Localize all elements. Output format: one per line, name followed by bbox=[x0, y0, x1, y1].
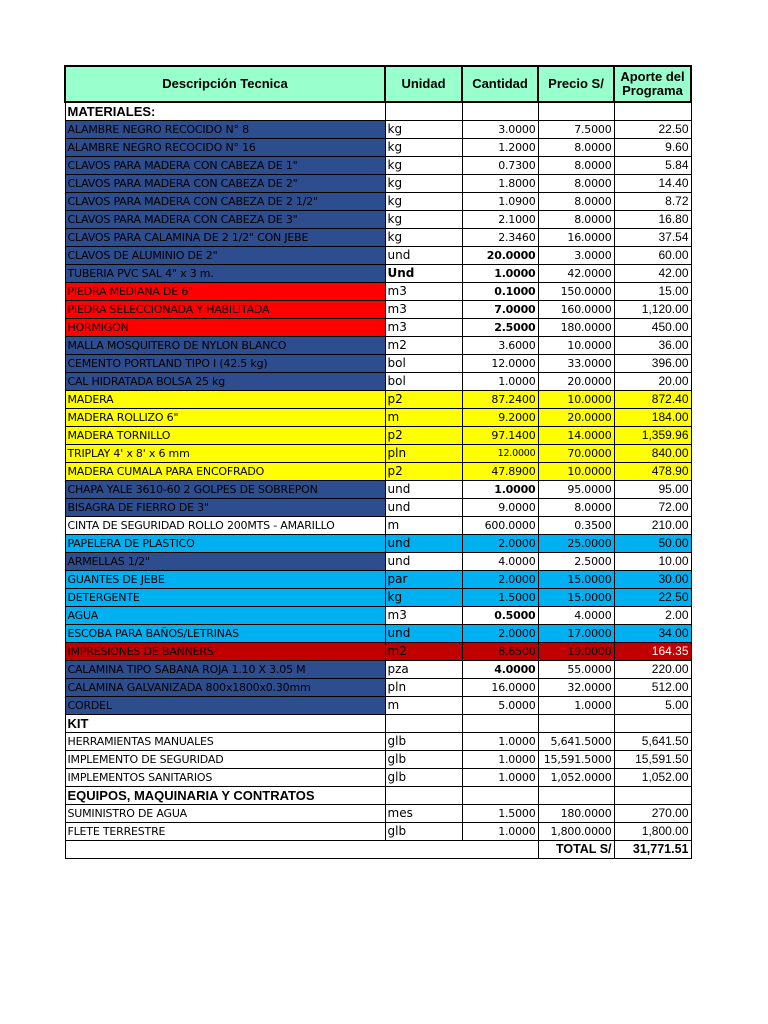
item-quantity: 600.0000 bbox=[462, 517, 538, 535]
item-unit: m3 bbox=[385, 283, 462, 301]
table-row bbox=[65, 319, 691, 337]
item-description: IMPLEMENTOS SANITARIOS bbox=[65, 769, 385, 787]
item-price: 8.0000 bbox=[538, 175, 614, 193]
item-quantity: 1.5000 bbox=[462, 805, 538, 823]
empty-cell bbox=[538, 787, 614, 805]
table-row bbox=[65, 769, 691, 787]
table-row bbox=[65, 499, 691, 517]
item-description: CEMENTO PORTLAND TIPO I (42.5 kg) bbox=[65, 355, 385, 373]
item-description: MADERA ROLLIZO 6" bbox=[65, 409, 385, 427]
empty-cell bbox=[385, 787, 462, 805]
section-row bbox=[65, 715, 691, 733]
section-title: EQUIPOS, MAQUINARIA Y CONTRATOS bbox=[65, 787, 385, 805]
item-price: 180.0000 bbox=[538, 805, 614, 823]
item-quantity: 0.5000 bbox=[462, 607, 538, 625]
item-price: 10.0000 bbox=[538, 391, 614, 409]
item-quantity: 1.2000 bbox=[462, 139, 538, 157]
item-price: 20.0000 bbox=[538, 373, 614, 391]
item-aporte: 840.00 bbox=[614, 445, 691, 463]
item-price: 8.0000 bbox=[538, 499, 614, 517]
item-description: TRIPLAY 4' x 8' x 6 mm bbox=[65, 445, 385, 463]
empty-cell bbox=[614, 715, 691, 733]
item-price: 15,591.5000 bbox=[538, 751, 614, 769]
item-aporte: 50.00 bbox=[614, 535, 691, 553]
item-aporte: 14.40 bbox=[614, 175, 691, 193]
item-description: CORDEL bbox=[65, 697, 385, 715]
item-aporte: 220.00 bbox=[614, 661, 691, 679]
item-price: 1,052.0000 bbox=[538, 769, 614, 787]
table-row bbox=[65, 751, 691, 769]
item-price: 1,800.0000 bbox=[538, 823, 614, 841]
section-title: KIT bbox=[65, 715, 385, 733]
item-price: 10.0000 bbox=[538, 337, 614, 355]
item-price: 32.0000 bbox=[538, 679, 614, 697]
total-row bbox=[65, 841, 691, 859]
item-unit: m bbox=[385, 517, 462, 535]
item-aporte: 20.00 bbox=[614, 373, 691, 391]
item-quantity: 1.0000 bbox=[462, 373, 538, 391]
empty-cell bbox=[538, 715, 614, 733]
item-aporte: 10.00 bbox=[614, 553, 691, 571]
item-quantity: 1.8000 bbox=[462, 175, 538, 193]
item-description: GUANTES DE JEBE bbox=[65, 571, 385, 589]
item-description: ARMELLAS 1/2" bbox=[65, 553, 385, 571]
item-unit: m2 bbox=[385, 643, 462, 661]
item-aporte: 72.00 bbox=[614, 499, 691, 517]
item-quantity: 2.5000 bbox=[462, 319, 538, 337]
item-quantity: 2.0000 bbox=[462, 535, 538, 553]
header-aporte: Aporte del Programa bbox=[614, 66, 691, 102]
item-quantity: 1.0000 bbox=[462, 751, 538, 769]
item-price: 4.0000 bbox=[538, 607, 614, 625]
section-row bbox=[65, 102, 691, 121]
table-row bbox=[65, 391, 691, 409]
item-aporte: 9.60 bbox=[614, 139, 691, 157]
item-aporte: 1,052.00 bbox=[614, 769, 691, 787]
item-price: 25.0000 bbox=[538, 535, 614, 553]
item-aporte: 60.00 bbox=[614, 247, 691, 265]
table-row bbox=[65, 463, 691, 481]
item-aporte: 36.00 bbox=[614, 337, 691, 355]
item-quantity: 8.6500 bbox=[462, 643, 538, 661]
item-aporte: 16.80 bbox=[614, 211, 691, 229]
item-unit: und bbox=[385, 499, 462, 517]
item-unit: und bbox=[385, 625, 462, 643]
item-description: CLAVOS PARA CALAMINA DE 2 1/2" CON JEBE bbox=[65, 229, 385, 247]
item-description: TUBERIA PVC SAL 4" x 3 m. bbox=[65, 265, 385, 283]
item-aporte: 512.00 bbox=[614, 679, 691, 697]
table-row bbox=[65, 175, 691, 193]
item-price: 8.0000 bbox=[538, 157, 614, 175]
item-description: CAL HIDRATADA BOLSA 25 kg bbox=[65, 373, 385, 391]
item-description: MADERA CUMALA PARA ENCOFRADO bbox=[65, 463, 385, 481]
item-unit: m2 bbox=[385, 337, 462, 355]
header-cantidad: Cantidad bbox=[462, 66, 538, 102]
item-description: PAPELERA DE PLASTICO bbox=[65, 535, 385, 553]
item-unit: und bbox=[385, 481, 462, 499]
item-description: BISAGRA DE FIERRO DE 3" bbox=[65, 499, 385, 517]
item-description: IMPLEMENTO DE SEGURIDAD bbox=[65, 751, 385, 769]
header-precio: Precio S/ bbox=[538, 66, 614, 102]
item-description: HERRAMIENTAS MANUALES bbox=[65, 733, 385, 751]
table-row bbox=[65, 283, 691, 301]
item-aporte: 34.00 bbox=[614, 625, 691, 643]
item-price: 180.0000 bbox=[538, 319, 614, 337]
item-price: 16.0000 bbox=[538, 229, 614, 247]
empty-cell bbox=[65, 841, 538, 859]
item-price: 55.0000 bbox=[538, 661, 614, 679]
item-unit: kg bbox=[385, 139, 462, 157]
item-unit: bol bbox=[385, 355, 462, 373]
empty-cell bbox=[538, 102, 614, 121]
item-quantity: 1.0000 bbox=[462, 733, 538, 751]
item-price: 95.0000 bbox=[538, 481, 614, 499]
item-aporte: 396.00 bbox=[614, 355, 691, 373]
item-description: MADERA bbox=[65, 391, 385, 409]
item-description: FLETE TERRESTRE bbox=[65, 823, 385, 841]
item-quantity: 1.5000 bbox=[462, 589, 538, 607]
table-row bbox=[65, 157, 691, 175]
table-row bbox=[65, 229, 691, 247]
item-unit: pln bbox=[385, 445, 462, 463]
table-row bbox=[65, 697, 691, 715]
item-aporte: 5.00 bbox=[614, 697, 691, 715]
table-row bbox=[65, 427, 691, 445]
item-aporte: 37.54 bbox=[614, 229, 691, 247]
item-unit: p2 bbox=[385, 391, 462, 409]
item-aporte: 184.00 bbox=[614, 409, 691, 427]
item-unit: und bbox=[385, 535, 462, 553]
item-price: 14.0000 bbox=[538, 427, 614, 445]
item-description: HORMIGON bbox=[65, 319, 385, 337]
item-unit: m3 bbox=[385, 319, 462, 337]
item-quantity: 1.0000 bbox=[462, 265, 538, 283]
item-description: PIEDRA MEDIANA DE 6" bbox=[65, 283, 385, 301]
item-description: CLAVOS PARA MADERA CON CABEZA DE 3" bbox=[65, 211, 385, 229]
section-title: MATERIALES: bbox=[65, 102, 385, 121]
item-price: 15.0000 bbox=[538, 571, 614, 589]
item-aporte: 22.50 bbox=[614, 121, 691, 139]
item-unit: kg bbox=[385, 193, 462, 211]
item-quantity: 3.6000 bbox=[462, 337, 538, 355]
item-description: DETERGENTE bbox=[65, 589, 385, 607]
empty-cell bbox=[462, 787, 538, 805]
table-row bbox=[65, 643, 691, 661]
item-unit: m bbox=[385, 409, 462, 427]
empty-cell bbox=[385, 715, 462, 733]
header-row bbox=[65, 66, 691, 102]
item-price: 8.0000 bbox=[538, 193, 614, 211]
item-unit: pza bbox=[385, 661, 462, 679]
item-description: ALAMBRE NEGRO RECOCIDO N° 8 bbox=[65, 121, 385, 139]
item-unit: bol bbox=[385, 373, 462, 391]
table-row bbox=[65, 193, 691, 211]
item-aporte: 1,800.00 bbox=[614, 823, 691, 841]
table-row bbox=[65, 517, 691, 535]
item-description: CLAVOS DE ALUMINIO DE 2" bbox=[65, 247, 385, 265]
item-aporte: 1,120.00 bbox=[614, 301, 691, 319]
item-aporte: 2.00 bbox=[614, 607, 691, 625]
item-price: 33.0000 bbox=[538, 355, 614, 373]
item-unit: glb bbox=[385, 733, 462, 751]
item-description: PIEDRA SELECCIONADA Y HABILITADA bbox=[65, 301, 385, 319]
item-quantity: 87.2400 bbox=[462, 391, 538, 409]
item-unit: und bbox=[385, 553, 462, 571]
item-quantity: 12.0000 bbox=[462, 355, 538, 373]
table-row bbox=[65, 247, 691, 265]
table-row bbox=[65, 265, 691, 283]
item-quantity: 2.0000 bbox=[462, 571, 538, 589]
item-unit: kg bbox=[385, 229, 462, 247]
table-row bbox=[65, 553, 691, 571]
item-aporte: 8.72 bbox=[614, 193, 691, 211]
item-aporte: 42.00 bbox=[614, 265, 691, 283]
item-quantity: 2.3460 bbox=[462, 229, 538, 247]
item-unit: mes bbox=[385, 805, 462, 823]
item-unit: glb bbox=[385, 769, 462, 787]
total-value: 31,771.51 bbox=[614, 841, 691, 859]
item-unit: m3 bbox=[385, 301, 462, 319]
item-quantity: 2.1000 bbox=[462, 211, 538, 229]
item-description: CLAVOS PARA MADERA CON CABEZA DE 2" bbox=[65, 175, 385, 193]
item-unit: glb bbox=[385, 751, 462, 769]
item-description: CALAMINA TIPO SABANA ROJA 1.10 X 3.05 M bbox=[65, 661, 385, 679]
table-row bbox=[65, 661, 691, 679]
table-row bbox=[65, 139, 691, 157]
table-row bbox=[65, 589, 691, 607]
item-unit: kg bbox=[385, 175, 462, 193]
item-price: 160.0000 bbox=[538, 301, 614, 319]
item-description: IMPRESIONES DE BANNERS bbox=[65, 643, 385, 661]
item-description: ESCOBA PARA BAÑOS/LETRINAS bbox=[65, 625, 385, 643]
table-row bbox=[65, 823, 691, 841]
item-quantity: 1.0900 bbox=[462, 193, 538, 211]
item-unit: kg bbox=[385, 121, 462, 139]
table-row bbox=[65, 409, 691, 427]
item-price: 42.0000 bbox=[538, 265, 614, 283]
item-unit: kg bbox=[385, 157, 462, 175]
item-quantity: 9.0000 bbox=[462, 499, 538, 517]
item-price: 19.0000 bbox=[538, 643, 614, 661]
item-quantity: 2.0000 bbox=[462, 625, 538, 643]
empty-cell bbox=[614, 787, 691, 805]
table-row bbox=[65, 805, 691, 823]
item-unit: pln bbox=[385, 679, 462, 697]
table-row bbox=[65, 481, 691, 499]
item-quantity: 1.0000 bbox=[462, 769, 538, 787]
table-row bbox=[65, 607, 691, 625]
item-description: CHAPA YALE 3610-60 2 GOLPES DE SOBREPON bbox=[65, 481, 385, 499]
empty-cell bbox=[614, 102, 691, 121]
item-price: 150.0000 bbox=[538, 283, 614, 301]
item-description: ALAMBRE NEGRO RECOCIDO N° 16 bbox=[65, 139, 385, 157]
empty-cell bbox=[462, 715, 538, 733]
item-unit: par bbox=[385, 571, 462, 589]
section-row bbox=[65, 787, 691, 805]
table-row bbox=[65, 733, 691, 751]
item-price: 0.3500 bbox=[538, 517, 614, 535]
budget-table bbox=[64, 65, 692, 859]
item-quantity: 0.7300 bbox=[462, 157, 538, 175]
item-unit: m3 bbox=[385, 607, 462, 625]
empty-cell bbox=[462, 102, 538, 121]
item-price: 15.0000 bbox=[538, 589, 614, 607]
item-description: AGUA bbox=[65, 607, 385, 625]
item-quantity: 1.0000 bbox=[462, 481, 538, 499]
item-aporte: 210.00 bbox=[614, 517, 691, 535]
item-aporte: 95.00 bbox=[614, 481, 691, 499]
item-quantity: 7.0000 bbox=[462, 301, 538, 319]
item-quantity: 5.0000 bbox=[462, 697, 538, 715]
item-unit: p2 bbox=[385, 463, 462, 481]
item-aporte: 450.00 bbox=[614, 319, 691, 337]
item-aporte: 5,641.50 bbox=[614, 733, 691, 751]
table-row bbox=[65, 355, 691, 373]
item-quantity: 9.2000 bbox=[462, 409, 538, 427]
table-row bbox=[65, 301, 691, 319]
item-quantity: 1.0000 bbox=[462, 823, 538, 841]
item-aporte: 164.35 bbox=[614, 643, 691, 661]
item-unit: Und bbox=[385, 265, 462, 283]
item-price: 5,641.5000 bbox=[538, 733, 614, 751]
item-price: 2.5000 bbox=[538, 553, 614, 571]
item-description: MALLA MOSQUITERO DE NYLON BLANCO bbox=[65, 337, 385, 355]
table-row bbox=[65, 337, 691, 355]
item-price: 70.0000 bbox=[538, 445, 614, 463]
item-quantity: 3.0000 bbox=[462, 121, 538, 139]
item-description: CLAVOS PARA MADERA CON CABEZA DE 2 1/2" bbox=[65, 193, 385, 211]
item-aporte: 15.00 bbox=[614, 283, 691, 301]
table-row bbox=[65, 121, 691, 139]
table-row bbox=[65, 445, 691, 463]
item-description: CINTA DE SEGURIDAD ROLLO 200MTS - AMARILLO bbox=[65, 517, 385, 535]
item-description: MADERA TORNILLO bbox=[65, 427, 385, 445]
item-price: 3.0000 bbox=[538, 247, 614, 265]
item-price: 10.0000 bbox=[538, 463, 614, 481]
item-aporte: 1,359.96 bbox=[614, 427, 691, 445]
item-quantity: 20.0000 bbox=[462, 247, 538, 265]
item-quantity: 0.1000 bbox=[462, 283, 538, 301]
item-price: 8.0000 bbox=[538, 139, 614, 157]
item-description: SUMINISTRO DE AGUA bbox=[65, 805, 385, 823]
item-aporte: 270.00 bbox=[614, 805, 691, 823]
item-price: 7.5000 bbox=[538, 121, 614, 139]
item-price: 20.0000 bbox=[538, 409, 614, 427]
empty-cell bbox=[385, 102, 462, 121]
total-label: TOTAL S/ bbox=[538, 841, 614, 859]
table-row bbox=[65, 571, 691, 589]
item-price: 1.0000 bbox=[538, 697, 614, 715]
item-quantity: 12.0000 bbox=[462, 445, 538, 463]
header-unidad: Unidad bbox=[385, 66, 462, 102]
item-aporte: 478.90 bbox=[614, 463, 691, 481]
item-unit: kg bbox=[385, 589, 462, 607]
item-aporte: 22.50 bbox=[614, 589, 691, 607]
item-price: 17.0000 bbox=[538, 625, 614, 643]
item-description: CALAMINA GALVANIZADA 800x1800x0.30mm bbox=[65, 679, 385, 697]
table-row bbox=[65, 373, 691, 391]
item-unit: und bbox=[385, 247, 462, 265]
item-aporte: 15,591.50 bbox=[614, 751, 691, 769]
table-row bbox=[65, 625, 691, 643]
item-unit: glb bbox=[385, 823, 462, 841]
item-aporte: 5.84 bbox=[614, 157, 691, 175]
item-quantity: 16.0000 bbox=[462, 679, 538, 697]
header-descripcion: Descripción Tecnica bbox=[65, 66, 385, 102]
table-row bbox=[65, 679, 691, 697]
item-quantity: 4.0000 bbox=[462, 661, 538, 679]
table-row bbox=[65, 211, 691, 229]
item-quantity: 47.8900 bbox=[462, 463, 538, 481]
table-row bbox=[65, 535, 691, 553]
item-unit: m bbox=[385, 697, 462, 715]
item-unit: kg bbox=[385, 211, 462, 229]
item-quantity: 97.1400 bbox=[462, 427, 538, 445]
item-quantity: 4.0000 bbox=[462, 553, 538, 571]
item-description: CLAVOS PARA MADERA CON CABEZA DE 1" bbox=[65, 157, 385, 175]
item-aporte: 872.40 bbox=[614, 391, 691, 409]
item-price: 8.0000 bbox=[538, 211, 614, 229]
item-aporte: 30.00 bbox=[614, 571, 691, 589]
item-unit: p2 bbox=[385, 427, 462, 445]
